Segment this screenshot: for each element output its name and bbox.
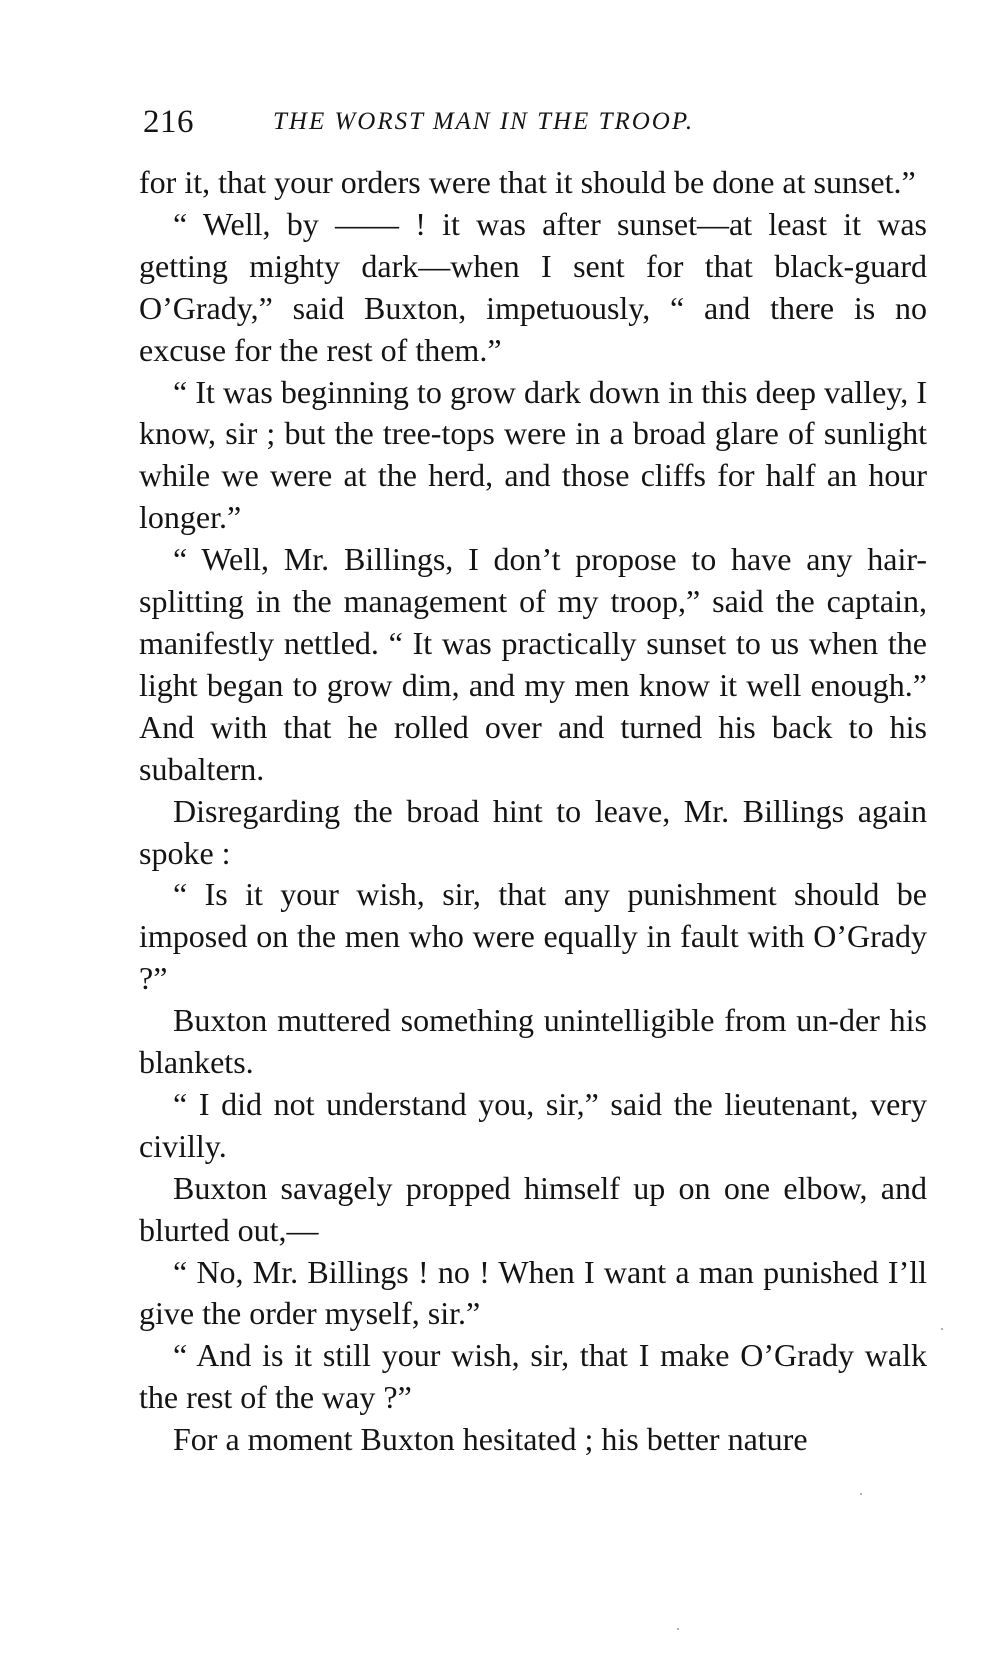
paragraph-12: For a moment Buxton hesitated ; his better nature [173, 1421, 808, 1458]
page-header [143, 104, 923, 144]
paragraph-2: “ Well, by —— ! it was after sunset—at least it was getting mighty dark—when I sent for that black-guard O’Grady,” said Buxton, impetuously, “ and there is no excuse for the rest of them.” [139, 205, 927, 368]
paragraph-7: Buxton muttered something unintelligible from un-der his blankets. [139, 1002, 927, 1081]
paragraph-10: “ No, Mr. Billings ! no ! When I want a man punished I’ll give the order myself, sir.” [139, 1253, 927, 1332]
paragraph-1: for it, that your orders were that it should be done at sunset.” [139, 164, 916, 200]
paragraph-3: “ It was beginning to grow dark down in this deep valley, I know, sir ; but the tree-tops were in a broad glare of sunlight while we were at the herd, and those cliffs for half an hour longer.” [139, 373, 927, 536]
paragraph-4: “ Well, Mr. Billings, I don’t propose to have any hair-splitting in the management of my troop,” said the captain, manifestly nettled. “ It was practically sunset to us when the light began to grow dim, and my men know it well enough.” And with that he rolled over and turned his back to his subaltern. [139, 541, 927, 787]
scan-speck [941, 1328, 943, 1330]
running-title: THE WORST MAN IN THE TROOP. [273, 108, 695, 135]
body-text [139, 162, 927, 1461]
paragraph-6: “ Is it your wish, sir, that any punishment should be imposed on the men who were equally in fault with O’Grady ?” [139, 876, 927, 997]
scan-speck [860, 1493, 862, 1495]
paragraph-5: Disregarding the broad hint to leave, Mr. Billings again spoke : [139, 792, 927, 871]
paragraph-8: “ I did not understand you, sir,” said the lieutenant, very civilly. [139, 1085, 927, 1164]
paragraph-11: “ And is it still your wish, sir, that I make O’Grady walk the rest of the way ?” [139, 1337, 927, 1416]
page-number: 216 [143, 104, 194, 140]
paragraph-9: Buxton savagely propped himself up on one elbow, and blurted out,— [139, 1169, 927, 1248]
scan-speck [677, 1628, 679, 1630]
